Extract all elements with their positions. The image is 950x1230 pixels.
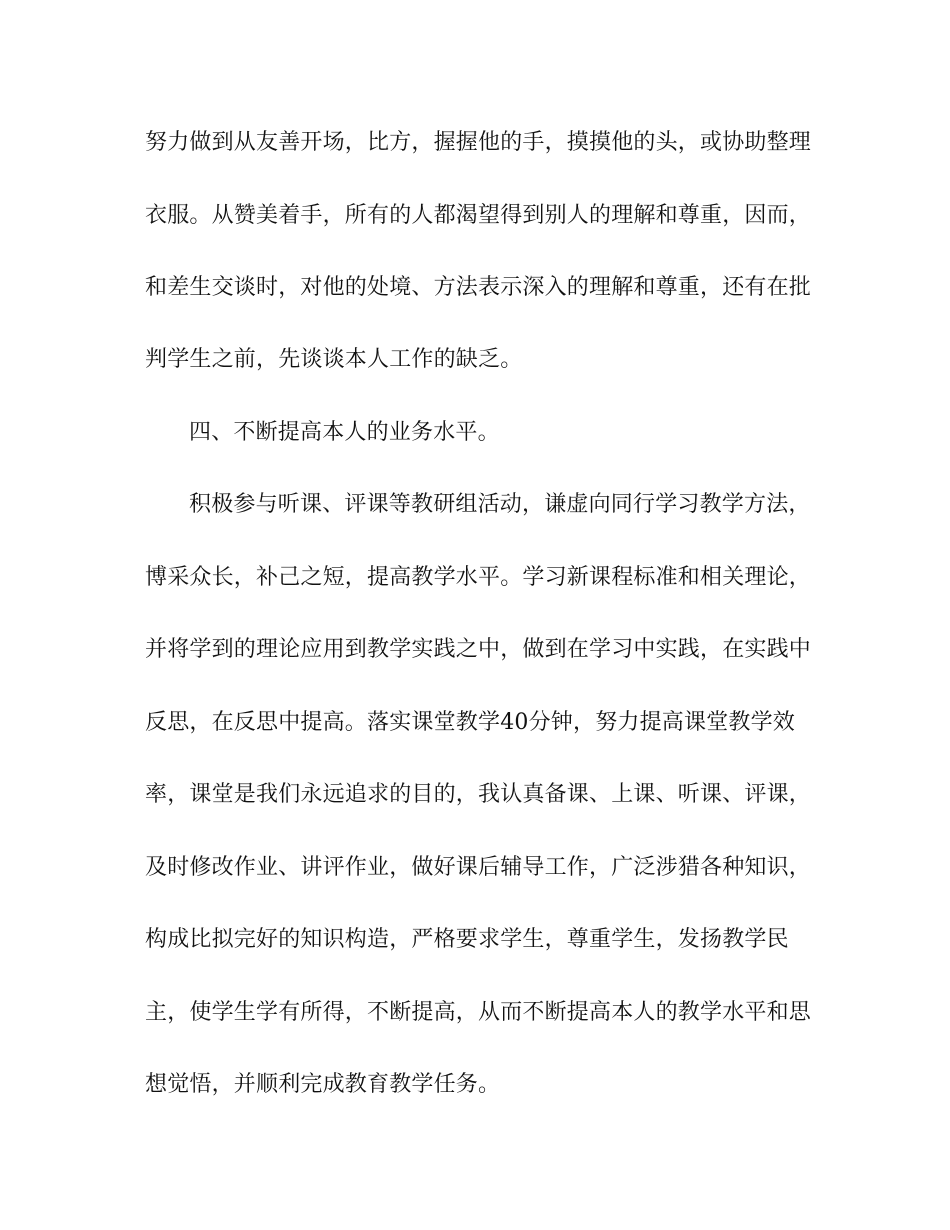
text-line: 反思，在反思中提高。落实课堂教学40分钟，努力提高课堂教学效: [145, 710, 795, 735]
text-line: 率，课堂是我们永远追求的目的，我认真备课、上课、听课、评课，: [145, 782, 812, 807]
text-line: 博采众长，补己之短，提高教学水平。学习新课程标准和相关理论，: [145, 565, 812, 590]
text-line: 判学生之前，先谈谈本人工作的缺乏。: [145, 347, 523, 372]
section-heading: 四、不断提高本人的业务水平。: [189, 420, 500, 445]
text-line: 和差生交谈时，对他的处境、方法表示深入的理解和尊重，还有在批: [145, 275, 812, 300]
text-line: 并将学到的理论应用到教学实践之中，做到在学习中实践，在实践中: [145, 637, 812, 662]
text-line: 努力做到从友善开场，比方，握握他的手，摸摸他的头，或协助整理: [145, 130, 812, 155]
text-line: 及时修改作业、讲评作业，做好课后辅导工作，广泛涉猎各种知识，: [145, 855, 812, 880]
text-line: 想觉悟，并顺利完成教育教学任务。: [145, 1072, 501, 1097]
text-line: 衣服。从赞美着手，所有的人都渴望得到别人的理解和尊重，因而，: [145, 203, 812, 228]
text-line: 主，使学生学有所得，不断提高，从而不断提高本人的教学水平和思: [145, 1000, 812, 1025]
text-line: 构成比拟完好的知识构造，严格要求学生，尊重学生，发扬教学民: [145, 927, 789, 952]
text-line: 积极参与听课、评课等教研组活动，谦虚向同行学习教学方法，: [189, 492, 811, 517]
